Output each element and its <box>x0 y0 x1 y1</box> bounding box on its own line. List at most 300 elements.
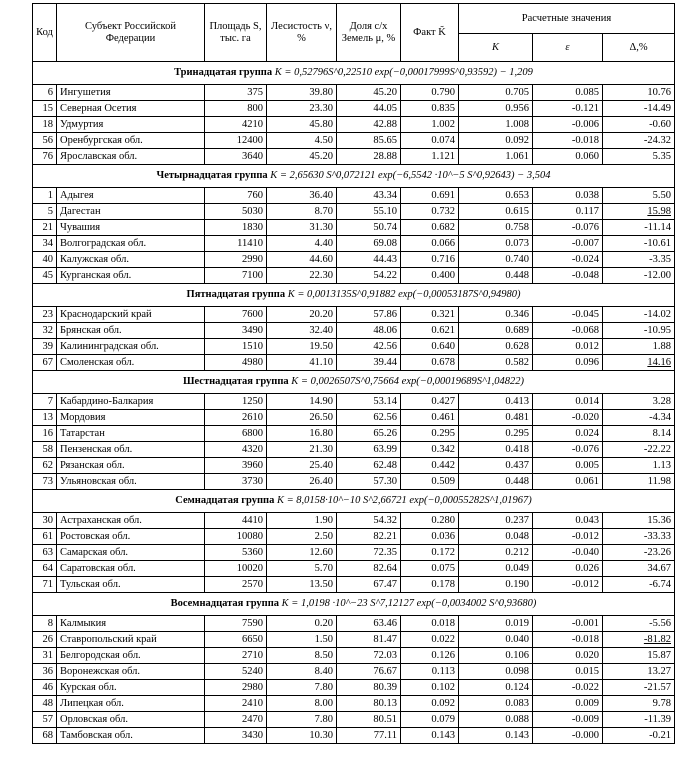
cell-share: 55.10 <box>337 204 401 220</box>
cell-forest: 23.30 <box>267 101 337 117</box>
header-eps: ε <box>533 34 603 62</box>
cell-area: 12400 <box>205 133 267 149</box>
cell-eps: 0.085 <box>533 85 603 101</box>
group-formula: K = 0,0013135S^0,91882 exp(−0,00053187S^0,94980) <box>287 289 521 300</box>
header-calc: Расчетные значения <box>459 4 675 34</box>
cell-code: 46 <box>33 680 57 696</box>
cell-subject: Оренбургская обл. <box>57 133 205 149</box>
cell-eps: 0.038 <box>533 188 603 204</box>
header-forest: Лесистость ν, % <box>267 4 337 62</box>
cell-fact: 0.682 <box>401 220 459 236</box>
cell-eps: -0.045 <box>533 307 603 323</box>
cell-subject: Ростовская обл. <box>57 529 205 545</box>
table-row <box>33 545 675 561</box>
cell-area: 7590 <box>205 616 267 632</box>
cell-forest: 8.50 <box>267 648 337 664</box>
cell-share: 77.11 <box>337 728 401 744</box>
cell-share: 67.47 <box>337 577 401 593</box>
cell-share: 62.56 <box>337 410 401 426</box>
cell-area: 3490 <box>205 323 267 339</box>
cell-delta: 15.36 <box>603 513 675 529</box>
cell-code: 71 <box>33 577 57 593</box>
cell-fact: 0.280 <box>401 513 459 529</box>
cell-share: 50.74 <box>337 220 401 236</box>
cell-code: 16 <box>33 426 57 442</box>
table-row <box>33 85 675 101</box>
header-delta: Δ,% <box>603 34 675 62</box>
cell-subject: Калмыкия <box>57 616 205 632</box>
table-row <box>33 410 675 426</box>
cell-code: 18 <box>33 117 57 133</box>
cell-share: 80.13 <box>337 696 401 712</box>
cell-area: 5030 <box>205 204 267 220</box>
cell-forest: 8.00 <box>267 696 337 712</box>
cell-share: 80.51 <box>337 712 401 728</box>
cell-share: 44.43 <box>337 252 401 268</box>
cell-subject: Калининградская обл. <box>57 339 205 355</box>
cell-code: 76 <box>33 149 57 165</box>
cell-eps: -0.009 <box>533 712 603 728</box>
cell-k: 0.295 <box>459 426 533 442</box>
cell-eps: 0.012 <box>533 339 603 355</box>
cell-area: 1510 <box>205 339 267 355</box>
cell-delta: -21.57 <box>603 680 675 696</box>
cell-delta: 5.35 <box>603 149 675 165</box>
cell-code: 57 <box>33 712 57 728</box>
table-row <box>33 680 675 696</box>
cell-delta: -22.22 <box>603 442 675 458</box>
cell-subject: Краснодарский край <box>57 307 205 323</box>
cell-k: 0.019 <box>459 616 533 632</box>
cell-subject: Мордовия <box>57 410 205 426</box>
cell-fact: 0.321 <box>401 307 459 323</box>
header-area: Площадь S, тыс. га <box>205 4 267 62</box>
cell-delta: 1.13 <box>603 458 675 474</box>
cell-forest: 8.70 <box>267 204 337 220</box>
cell-fact: 0.400 <box>401 268 459 284</box>
cell-delta: -5.56 <box>603 616 675 632</box>
cell-share: 28.88 <box>337 149 401 165</box>
table-row <box>33 632 675 648</box>
cell-delta: 1.88 <box>603 339 675 355</box>
table-row <box>33 188 675 204</box>
table-row <box>33 561 675 577</box>
group-header-row <box>33 62 675 85</box>
cell-k: 0.437 <box>459 458 533 474</box>
cell-area: 375 <box>205 85 267 101</box>
cell-delta: -14.49 <box>603 101 675 117</box>
cell-subject: Ярославская обл. <box>57 149 205 165</box>
cell-subject: Дагестан <box>57 204 205 220</box>
cell-delta: -14.02 <box>603 307 675 323</box>
group-header-cell <box>33 284 675 307</box>
cell-code: 8 <box>33 616 57 632</box>
cell-eps: -0.012 <box>533 529 603 545</box>
group-formula: K = 0,0026507S^0,75664 exp(−0,00019689S^1,04822) <box>291 376 525 387</box>
cell-share: 53.14 <box>337 394 401 410</box>
table-row <box>33 355 675 371</box>
cell-eps: -0.020 <box>533 410 603 426</box>
group-header-cell <box>33 490 675 513</box>
cell-k: 0.956 <box>459 101 533 117</box>
cell-fact: 0.716 <box>401 252 459 268</box>
table-row <box>33 394 675 410</box>
cell-k: 0.083 <box>459 696 533 712</box>
cell-share: 54.32 <box>337 513 401 529</box>
cell-delta: -10.61 <box>603 236 675 252</box>
table-row <box>33 664 675 680</box>
cell-share: 69.08 <box>337 236 401 252</box>
group-title: Шестнадцатая группа <box>182 376 289 387</box>
group-formula: K = 0,52796S^0,22510 exp(−0,00017999S^0,93592) − 1,209 <box>274 67 533 78</box>
cell-eps: 0.009 <box>533 696 603 712</box>
group-formula: K = 8,0158·10^−10 S^2,66721 exp(−0,00055282S^1,01967) <box>276 495 532 506</box>
cell-k: 0.098 <box>459 664 533 680</box>
group-formula: K = 2,65630 S^0,072121 exp(−6,5542 ·10^−5 S^0,92643) − 3,504 <box>270 170 551 181</box>
cell-code: 40 <box>33 252 57 268</box>
cell-delta: 13.27 <box>603 664 675 680</box>
table-row <box>33 117 675 133</box>
cell-subject: Волгоградская обл. <box>57 236 205 252</box>
cell-k: 0.237 <box>459 513 533 529</box>
cell-delta: 10.76 <box>603 85 675 101</box>
cell-code: 48 <box>33 696 57 712</box>
cell-share: 82.21 <box>337 529 401 545</box>
cell-code: 56 <box>33 133 57 149</box>
cell-subject: Смоленская обл. <box>57 355 205 371</box>
cell-fact: 0.691 <box>401 188 459 204</box>
cell-delta: 14.16 <box>603 355 675 371</box>
cell-subject: Ульяновская обл. <box>57 474 205 490</box>
table-row <box>33 133 675 149</box>
cell-fact: 0.172 <box>401 545 459 561</box>
cell-area: 3640 <box>205 149 267 165</box>
cell-k: 0.092 <box>459 133 533 149</box>
cell-k: 1.061 <box>459 149 533 165</box>
header-subject: Субъект Российской Федерации <box>57 4 205 62</box>
table-row <box>33 442 675 458</box>
group-header-cell <box>33 165 675 188</box>
group-header-row <box>33 284 675 307</box>
cell-area: 6800 <box>205 426 267 442</box>
cell-share: 72.03 <box>337 648 401 664</box>
cell-area: 800 <box>205 101 267 117</box>
cell-forest: 31.30 <box>267 220 337 236</box>
cell-fact: 0.678 <box>401 355 459 371</box>
cell-fact: 0.075 <box>401 561 459 577</box>
cell-fact: 1.002 <box>401 117 459 133</box>
group-formula: K = 1,0198 ·10^−23 S^7,12127 exp(−0,0034002 S^0,93680) <box>281 598 537 609</box>
header-fact: Факт K̃ <box>401 4 459 62</box>
cell-eps: -0.076 <box>533 442 603 458</box>
group-title: Тринадцатая группа <box>174 67 273 78</box>
cell-forest: 39.80 <box>267 85 337 101</box>
cell-delta: -33.33 <box>603 529 675 545</box>
cell-share: 42.56 <box>337 339 401 355</box>
cell-share: 57.30 <box>337 474 401 490</box>
cell-code: 26 <box>33 632 57 648</box>
cell-share: 39.44 <box>337 355 401 371</box>
cell-fact: 0.079 <box>401 712 459 728</box>
cell-area: 11410 <box>205 236 267 252</box>
regions-table <box>32 3 675 744</box>
cell-forest: 41.10 <box>267 355 337 371</box>
header-code: Код <box>33 4 57 62</box>
cell-subject: Астраханская обл. <box>57 513 205 529</box>
cell-eps: 0.043 <box>533 513 603 529</box>
cell-code: 36 <box>33 664 57 680</box>
cell-k: 0.418 <box>459 442 533 458</box>
cell-forest: 16.80 <box>267 426 337 442</box>
cell-code: 62 <box>33 458 57 474</box>
cell-subject: Калужская обл. <box>57 252 205 268</box>
cell-share: 43.34 <box>337 188 401 204</box>
cell-forest: 32.40 <box>267 323 337 339</box>
cell-k: 0.628 <box>459 339 533 355</box>
cell-code: 1 <box>33 188 57 204</box>
cell-fact: 0.143 <box>401 728 459 744</box>
cell-eps: -0.018 <box>533 133 603 149</box>
cell-fact: 0.640 <box>401 339 459 355</box>
cell-share: 72.35 <box>337 545 401 561</box>
table-header <box>33 4 675 62</box>
cell-share: 80.39 <box>337 680 401 696</box>
cell-eps: -0.048 <box>533 268 603 284</box>
table-row <box>33 458 675 474</box>
cell-forest: 26.50 <box>267 410 337 426</box>
cell-fact: 0.126 <box>401 648 459 664</box>
cell-k: 0.106 <box>459 648 533 664</box>
table-row <box>33 149 675 165</box>
cell-eps: -0.040 <box>533 545 603 561</box>
cell-k: 0.190 <box>459 577 533 593</box>
cell-code: 7 <box>33 394 57 410</box>
cell-eps: 0.020 <box>533 648 603 664</box>
cell-subject: Орловская обл. <box>57 712 205 728</box>
cell-fact: 0.732 <box>401 204 459 220</box>
cell-code: 34 <box>33 236 57 252</box>
cell-code: 32 <box>33 323 57 339</box>
cell-eps: -0.068 <box>533 323 603 339</box>
cell-eps: 0.096 <box>533 355 603 371</box>
cell-delta: 15.98 <box>603 204 675 220</box>
cell-delta: -4.34 <box>603 410 675 426</box>
cell-share: 63.46 <box>337 616 401 632</box>
cell-area: 5240 <box>205 664 267 680</box>
cell-code: 30 <box>33 513 57 529</box>
cell-code: 73 <box>33 474 57 490</box>
cell-subject: Ингушетия <box>57 85 205 101</box>
cell-area: 2980 <box>205 680 267 696</box>
table-row <box>33 426 675 442</box>
cell-code: 6 <box>33 85 57 101</box>
cell-forest: 12.60 <box>267 545 337 561</box>
cell-forest: 7.80 <box>267 680 337 696</box>
cell-area: 4210 <box>205 117 267 133</box>
cell-area: 4410 <box>205 513 267 529</box>
cell-delta: 3.28 <box>603 394 675 410</box>
cell-k: 0.689 <box>459 323 533 339</box>
table-row <box>33 339 675 355</box>
cell-subject: Липецкая обл. <box>57 696 205 712</box>
cell-area: 7600 <box>205 307 267 323</box>
cell-area: 2410 <box>205 696 267 712</box>
cell-code: 64 <box>33 561 57 577</box>
cell-fact: 0.835 <box>401 101 459 117</box>
cell-fact: 0.113 <box>401 664 459 680</box>
cell-delta: -12.00 <box>603 268 675 284</box>
cell-delta: -10.95 <box>603 323 675 339</box>
cell-area: 3430 <box>205 728 267 744</box>
cell-k: 0.448 <box>459 474 533 490</box>
cell-area: 1830 <box>205 220 267 236</box>
cell-subject: Белгородская обл. <box>57 648 205 664</box>
group-header-row <box>33 593 675 616</box>
cell-subject: Кабардино-Балкария <box>57 394 205 410</box>
cell-delta: 8.14 <box>603 426 675 442</box>
cell-fact: 0.442 <box>401 458 459 474</box>
cell-forest: 4.50 <box>267 133 337 149</box>
cell-delta: -0.60 <box>603 117 675 133</box>
cell-forest: 21.30 <box>267 442 337 458</box>
cell-forest: 45.20 <box>267 149 337 165</box>
cell-share: 62.48 <box>337 458 401 474</box>
cell-fact: 0.427 <box>401 394 459 410</box>
cell-k: 0.143 <box>459 728 533 744</box>
cell-area: 4980 <box>205 355 267 371</box>
cell-forest: 36.40 <box>267 188 337 204</box>
cell-subject: Ставропольский край <box>57 632 205 648</box>
cell-delta: -0.21 <box>603 728 675 744</box>
cell-share: 63.99 <box>337 442 401 458</box>
cell-k: 0.124 <box>459 680 533 696</box>
cell-k: 0.040 <box>459 632 533 648</box>
cell-k: 0.049 <box>459 561 533 577</box>
cell-code: 68 <box>33 728 57 744</box>
cell-forest: 22.30 <box>267 268 337 284</box>
cell-forest: 45.80 <box>267 117 337 133</box>
cell-delta: -24.32 <box>603 133 675 149</box>
cell-subject: Воронежская обл. <box>57 664 205 680</box>
cell-eps: -0.024 <box>533 252 603 268</box>
cell-eps: -0.018 <box>533 632 603 648</box>
header-share: Доля с/х Земель μ, % <box>337 4 401 62</box>
cell-fact: 0.621 <box>401 323 459 339</box>
cell-code: 23 <box>33 307 57 323</box>
cell-code: 31 <box>33 648 57 664</box>
cell-subject: Адыгея <box>57 188 205 204</box>
cell-delta: -3.35 <box>603 252 675 268</box>
cell-subject: Курская обл. <box>57 680 205 696</box>
group-header-row <box>33 490 675 513</box>
cell-area: 2610 <box>205 410 267 426</box>
cell-eps: 0.026 <box>533 561 603 577</box>
cell-fact: 0.074 <box>401 133 459 149</box>
cell-delta: -81.82 <box>603 632 675 648</box>
cell-area: 2470 <box>205 712 267 728</box>
cell-delta: 34.67 <box>603 561 675 577</box>
cell-delta: -11.14 <box>603 220 675 236</box>
group-header-cell <box>33 371 675 394</box>
table-row <box>33 648 675 664</box>
cell-area: 1250 <box>205 394 267 410</box>
cell-subject: Пензенская обл. <box>57 442 205 458</box>
cell-eps: -0.022 <box>533 680 603 696</box>
table-row <box>33 513 675 529</box>
cell-forest: 4.40 <box>267 236 337 252</box>
cell-subject: Саратовская обл. <box>57 561 205 577</box>
cell-fact: 0.036 <box>401 529 459 545</box>
cell-fact: 0.342 <box>401 442 459 458</box>
cell-delta: -6.74 <box>603 577 675 593</box>
cell-k: 0.048 <box>459 529 533 545</box>
cell-fact: 0.178 <box>401 577 459 593</box>
cell-code: 21 <box>33 220 57 236</box>
cell-eps: 0.060 <box>533 149 603 165</box>
cell-area: 6650 <box>205 632 267 648</box>
cell-k: 0.758 <box>459 220 533 236</box>
table-row <box>33 268 675 284</box>
cell-share: 45.20 <box>337 85 401 101</box>
cell-forest: 8.40 <box>267 664 337 680</box>
cell-eps: 0.014 <box>533 394 603 410</box>
cell-delta: 5.50 <box>603 188 675 204</box>
group-header-row <box>33 165 675 188</box>
cell-forest: 1.90 <box>267 513 337 529</box>
cell-share: 76.67 <box>337 664 401 680</box>
cell-forest: 5.70 <box>267 561 337 577</box>
group-title: Восемнадцатая группа <box>170 598 280 609</box>
group-header-cell <box>33 62 675 85</box>
cell-area: 2990 <box>205 252 267 268</box>
cell-fact: 0.066 <box>401 236 459 252</box>
cell-delta: -23.26 <box>603 545 675 561</box>
table-row <box>33 577 675 593</box>
cell-k: 1.008 <box>459 117 533 133</box>
table-row <box>33 712 675 728</box>
cell-area: 4320 <box>205 442 267 458</box>
cell-code: 13 <box>33 410 57 426</box>
cell-subject: Чувашия <box>57 220 205 236</box>
cell-delta: 15.87 <box>603 648 675 664</box>
cell-eps: 0.024 <box>533 426 603 442</box>
cell-fact: 0.092 <box>401 696 459 712</box>
group-title: Семнадцатая группа <box>175 495 275 506</box>
group-title: Пятнадцатая группа <box>186 289 286 300</box>
cell-fact: 0.102 <box>401 680 459 696</box>
cell-share: 48.06 <box>337 323 401 339</box>
table-row <box>33 474 675 490</box>
cell-subject: Брянская обл. <box>57 323 205 339</box>
cell-k: 0.615 <box>459 204 533 220</box>
table-row <box>33 529 675 545</box>
cell-fact: 0.018 <box>401 616 459 632</box>
cell-code: 61 <box>33 529 57 545</box>
cell-code: 15 <box>33 101 57 117</box>
cell-delta: 9.78 <box>603 696 675 712</box>
cell-area: 3730 <box>205 474 267 490</box>
cell-subject: Самарская обл. <box>57 545 205 561</box>
table-row <box>33 323 675 339</box>
cell-eps: 0.015 <box>533 664 603 680</box>
cell-eps: -0.121 <box>533 101 603 117</box>
group-header-cell <box>33 593 675 616</box>
cell-code: 63 <box>33 545 57 561</box>
cell-forest: 26.40 <box>267 474 337 490</box>
cell-forest: 25.40 <box>267 458 337 474</box>
cell-k: 0.705 <box>459 85 533 101</box>
cell-forest: 44.60 <box>267 252 337 268</box>
